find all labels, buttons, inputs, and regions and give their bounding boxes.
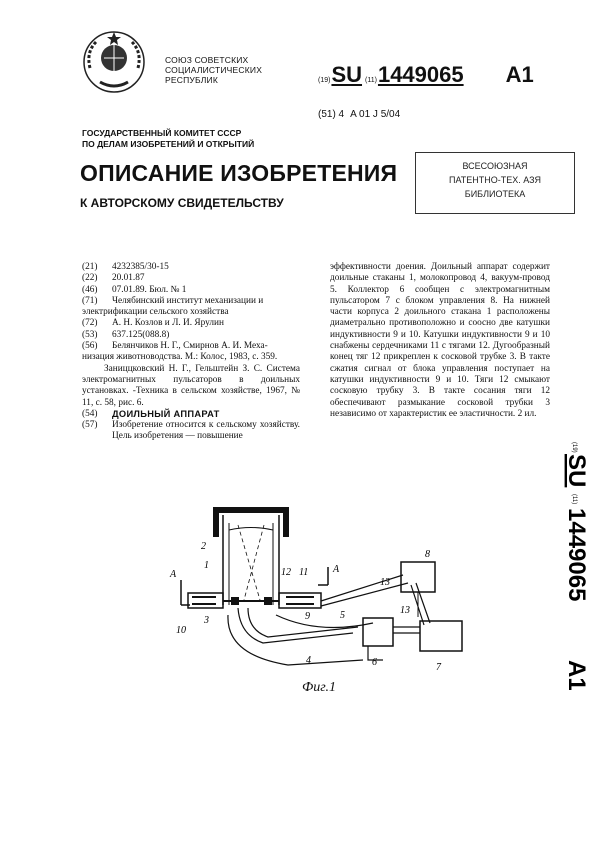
figure-caption: Фиг.1 [302, 680, 337, 695]
applicant-continuation: электрификации сельского хозяйства [82, 307, 229, 318]
stamp-line: БИБЛИОТЕКА [464, 189, 526, 199]
field-code: (46) [82, 284, 98, 295]
label-5: 5 [340, 610, 345, 621]
side-patent-number: 1449065 [563, 508, 590, 602]
field-21 [82, 262, 300, 273]
label-10: 10 [176, 625, 186, 636]
vertical-patent-number [549, 438, 599, 700]
application-number: 4232385/30-15 [112, 262, 169, 272]
library-stamp [415, 152, 575, 214]
document-subtitle: К АВТОРСКОМУ СВИДЕТЕЛЬСТВУ [80, 196, 284, 210]
patent-number-line [318, 62, 534, 88]
union-name [165, 55, 262, 85]
field-22 [82, 273, 300, 284]
field-code: (71) [82, 295, 98, 306]
field-code: (53) [82, 329, 98, 340]
field-56 [82, 341, 300, 352]
field-46 [82, 285, 300, 296]
section-label-a-left: А [170, 569, 177, 580]
document-title: ОПИСАНИЕ ИЗОБРЕТЕНИЯ [80, 160, 398, 186]
bibliographic-column [82, 262, 300, 443]
stamp-line: ВСЕСОЮЗНАЯ [462, 161, 528, 171]
invention-title: ДОИЛЬНЫЙ АППАРАТ [112, 408, 220, 419]
label-6: 6 [372, 657, 377, 668]
code-11: (11) [365, 77, 377, 84]
committee-name [82, 128, 254, 150]
field-code: (21) [82, 262, 98, 272]
side-country-code: SU [563, 454, 590, 488]
prior-art-reference: Заниццковский Н. Г., Гельштейн З. С. Система электромагнитных пульсаторов в доильных установках. -Техника в сельском хозяйстве, 1967, № 11, с. 58, рис. 6. [82, 363, 300, 408]
patent-number: 1449065 [377, 62, 464, 87]
label-1: 1 [204, 560, 209, 571]
inventors: А. Н. Козлов и Л. И. Ярулин [112, 318, 224, 329]
state-emblem-icon [80, 28, 148, 96]
side-kind-code: A1 [563, 660, 590, 691]
applicant: Челябинский институт механизации и [112, 295, 264, 306]
ipc-code: (51) 4 [318, 109, 345, 120]
committee-line: ГОСУДАРСТВЕННЫЙ КОМИТЕТ СССР [82, 128, 242, 138]
stamp-line: ПАТЕНТНО-ТЕХ. АЗЯ [448, 175, 541, 185]
prior-art: Белянчиков Н. Г., Смирнов А. И. Меха- [112, 341, 268, 352]
milking-apparatus-drawing [168, 505, 468, 705]
section-label-a-right: А [333, 564, 340, 575]
code-19: (19) [318, 77, 331, 84]
publication-date: 07.01.89. Бюл. № 1 [112, 284, 187, 295]
label-4: 4 [306, 655, 311, 666]
label-3: 3 [204, 615, 209, 626]
field-54 [82, 409, 300, 420]
abstract-column: эффективности доения. Доильный аппарат содержит доильные стаканы 1, молокопровод 4, вакуум-провод 5. Коллектор 6 сообщен с электромагнитным пульсатором 7 с блоком управления 8. На нижней части корпуса 2 доильного стакана 1 расположены диаметрально противоположно и соосно две катушки индуктивности 9 и 10. Катушки индуктивности 9 и 10 снабжены сердечниками 11 с тягами 12. Дугообразный конец тяг 12 прикреплен к сосковой трубке 3. В такте сжатия сигнал от блока управления поступает на катушки индуктивности 9 и 10. Тяги 12 смыкают сосковую трубку 3. В такте сосания тяги 12 обеспечивают размыкание сосковой трубки 3 независимо от характеристик ее эластичности. 2 ил. [330, 262, 550, 419]
label-2: 2 [201, 541, 206, 552]
label-7: 7 [436, 662, 441, 673]
field-53 [82, 330, 300, 341]
country-code: SU [331, 62, 363, 87]
union-line: СОЦИАЛИСТИЧЕСКИХ [165, 65, 263, 75]
label-9: 9 [305, 611, 310, 622]
union-line: РЕСПУБЛИК [165, 75, 219, 85]
prior-art-continuation: низация животноводства. М.: Колос, 1983, с. 359. [82, 352, 278, 363]
label-11: 11 [299, 567, 309, 578]
kind-code: A1 [505, 62, 534, 87]
side-code-19: (19) [571, 442, 577, 453]
label-12: 12 [281, 567, 291, 578]
field-72 [82, 318, 300, 329]
filing-date: 20.01.87 [112, 273, 145, 284]
side-code-11: (11) [571, 494, 577, 505]
udc-code: 637.125(088.8) [112, 329, 170, 340]
label-13-upper: 13 [380, 577, 390, 588]
field-71 [82, 296, 300, 307]
label-13-lower: 13 [400, 605, 410, 616]
abstract-start: Изобретение относится к сельскому хозяйству. Цель изобретения — повышение [112, 420, 300, 442]
ipc-classification [318, 109, 400, 120]
field-code: (72) [82, 318, 98, 329]
union-line: СОЮЗ СОВЕТСКИХ [165, 55, 249, 65]
field-code: (57) [82, 420, 98, 431]
committee-line: ПО ДЕЛАМ ИЗОБРЕТЕНИЙ И ОТКРЫТИЙ [82, 139, 255, 149]
field-57 [82, 420, 300, 443]
ipc-value: A 01 J 5/04 [350, 109, 401, 120]
field-code: (56) [82, 341, 98, 352]
field-code: (54) [82, 408, 98, 419]
label-8: 8 [425, 549, 430, 560]
field-code: (22) [82, 273, 98, 284]
